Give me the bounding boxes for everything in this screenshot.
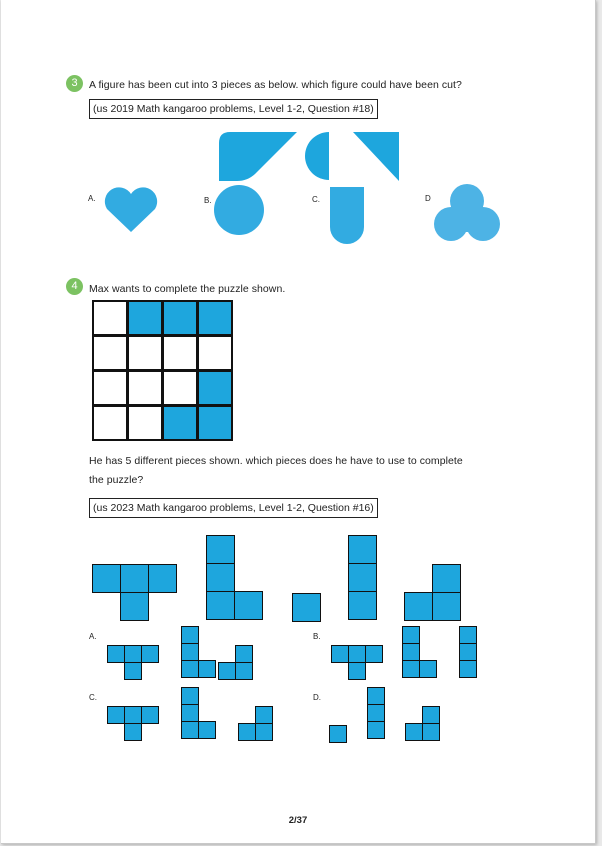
option-b-piece-cell [348,645,366,663]
option-b-piece-cell [459,643,477,661]
grid-cell [162,405,198,441]
grid-cell [162,370,198,406]
question-4-text: Max wants to complete the puzzle shown. [89,283,286,295]
grid-cell [92,405,128,441]
option-b-piece-cell [402,660,420,678]
puzzle-piece-cell [206,563,235,592]
grid-cell [127,300,163,336]
option-c-piece-cell [255,706,273,724]
option-a-piece-cell [124,645,142,663]
option-c-piece-cell [124,723,142,741]
q3-option-b-label[interactable]: B. [204,196,212,205]
question-3-badge: 3 [66,75,83,92]
option-d-piece-cell [329,725,347,743]
option-b-piece-cell [419,660,437,678]
option-b-piece-cell [331,645,349,663]
option-a-piece-cell [181,643,199,661]
option-a-piece-cell [181,660,199,678]
q4-option-c-label[interactable]: C. [89,693,97,702]
puzzle-piece-cell [432,592,461,621]
document-page [1,0,596,844]
trefoil-shape[interactable] [1,0,595,250]
option-b-piece-cell [348,662,366,680]
option-b-piece-cell [402,626,420,644]
option-a-piece-cell [198,660,216,678]
grid-cell [92,300,128,336]
option-c-piece-cell [255,723,273,741]
option-c-piece-cell [181,687,199,705]
grid-cell [197,370,233,406]
grid-cell [197,335,233,371]
option-b-piece-cell [459,626,477,644]
grid-cell [127,370,163,406]
option-b-piece-cell [365,645,383,663]
grid-cell [92,335,128,371]
puzzle-piece-cell [120,592,149,621]
puzzle-piece-cell [348,591,377,620]
puzzle-piece-cell [348,563,377,592]
option-a-piece-cell [181,626,199,644]
puzzle-piece-cell [120,564,149,593]
question-3-source: (us 2019 Math kangaroo problems, Level 1-2, Question #18) [89,99,378,119]
puzzle-piece-cell [348,535,377,564]
q3-option-c-label[interactable]: C. [312,195,320,204]
option-c-piece-cell [124,706,142,724]
option-a-piece-cell [235,662,253,680]
option-a-piece-cell [141,645,159,663]
option-d-piece-cell [367,721,385,739]
option-a-piece-cell [107,645,125,663]
grid-cell [92,370,128,406]
puzzle-piece-cell [148,564,177,593]
q4-option-d-label[interactable]: D. [313,693,321,702]
q3-option-a-label[interactable]: A. [88,194,96,203]
option-c-piece-cell [181,721,199,739]
question-4-badge: 4 [66,278,83,295]
option-c-piece-cell [238,723,256,741]
option-b-piece-cell [402,643,420,661]
option-d-piece-cell [422,706,440,724]
puzzle-piece-cell [432,564,461,593]
option-a-piece-cell [218,662,236,680]
option-a-piece-cell [235,645,253,663]
puzzle-piece-cell [206,591,235,620]
option-c-piece-cell [181,704,199,722]
option-d-piece-cell [422,723,440,741]
option-d-piece-cell [367,704,385,722]
question-3-text: A figure has been cut into 3 pieces as below. which figure could have been cut? [89,79,462,91]
grid-cell [127,335,163,371]
option-d-piece-cell [367,687,385,705]
q3-option-d-label[interactable]: D [425,194,431,203]
grid-cell [127,405,163,441]
option-c-piece-cell [107,706,125,724]
option-c-piece-cell [141,706,159,724]
option-d-piece-cell [405,723,423,741]
question-4-text2-line1: He has 5 different pieces shown. which pieces does he have to use to complete [89,455,463,467]
q4-option-a-label[interactable]: A. [89,632,97,641]
question-4-text2-line2: the puzzle? [89,474,144,486]
grid-cell [197,300,233,336]
option-c-piece-cell [198,721,216,739]
question-4-source: (us 2023 Math kangaroo problems, Level 1-2, Question #16) [89,498,378,518]
option-b-piece-cell [459,660,477,678]
puzzle-piece-cell [404,592,433,621]
puzzle-piece-cell [92,564,121,593]
grid-cell [197,405,233,441]
puzzle-piece-cell [206,535,235,564]
page-number: 2/37 [288,815,308,826]
puzzle-piece-cell [234,591,263,620]
grid-cell [162,300,198,336]
puzzle-piece-cell [292,593,321,622]
option-a-piece-cell [124,662,142,680]
q4-option-b-label[interactable]: B. [313,632,321,641]
grid-cell [162,335,198,371]
